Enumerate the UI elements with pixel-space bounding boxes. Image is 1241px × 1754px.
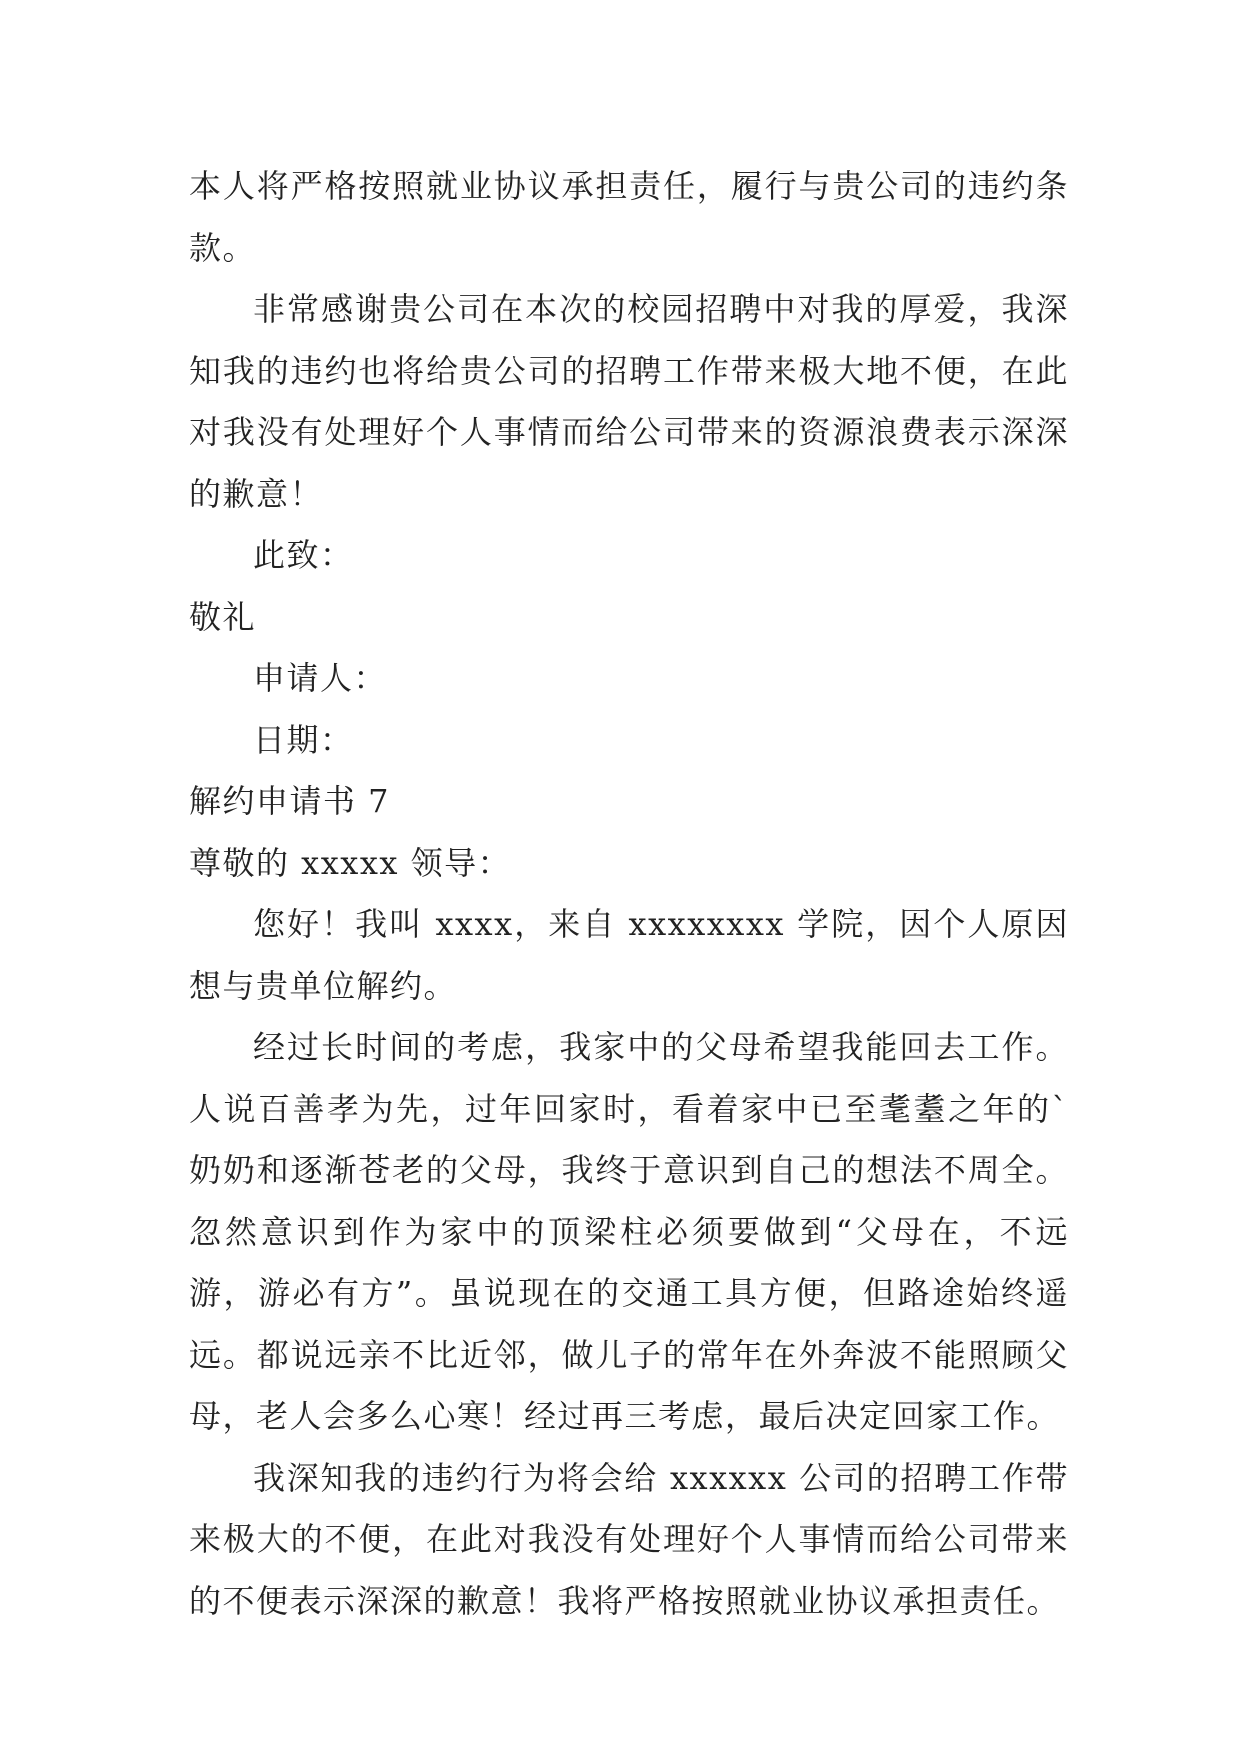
closing-regards: 敬礼 xyxy=(189,597,257,636)
paragraph-final-apology: 我深知我的违约行为将会给 xxxxxx 公司的招聘工作带来极大的不便，在此对我没有处理好个人事情而给公司带来的不便表示深深的歉意！我将严格按照就业协议承担责任。 xyxy=(189,1458,1069,1620)
section-title: 解约申请书 7 xyxy=(189,782,391,820)
document-body xyxy=(189,156,1069,1632)
applicant-line: 申请人： xyxy=(253,659,388,697)
paragraph-breach-terms: 本人将严格按照就业协议承担责任，履行与贵公司的违约条款。 xyxy=(189,167,1069,267)
greeting-line: 尊敬的 xxxxx 领导： xyxy=(189,843,512,882)
paragraph-reasons: 经过长时间的考虑，我家中的父母希望我能回去工作。人说百善孝为先，过年回家时，看着家中已至耄耋之年的`奶奶和逐渐苍老的父母，我终于意识到自己的想法不周全。忽然意识到作为家中的顶梁柱必须要做到“父母在，不远游，游必有方”。虽说现在的交通工具方便，但路途始终遥远。都说远亲不比近邻，做儿子的常年在外奔波不能照顾父母，老人会多么心寒！经过再三考虑，最后决定回家工作。 xyxy=(189,1028,1069,1435)
paragraph-apology: 非常感谢贵公司在本次的校园招聘中对我的厚爱，我深知我的违约也将给贵公司的招聘工作带来极大地不便，在此对我没有处理好个人事情而给公司带来的资源浪费表示深深的歉意！ xyxy=(189,290,1069,513)
closing-salutation: 此致： xyxy=(253,536,354,574)
paragraph-introduction: 您好！我叫 xxxx，来自 xxxxxxxx 学院，因个人原因想与贵单位解约。 xyxy=(189,905,1069,1005)
date-line: 日期： xyxy=(253,720,354,759)
